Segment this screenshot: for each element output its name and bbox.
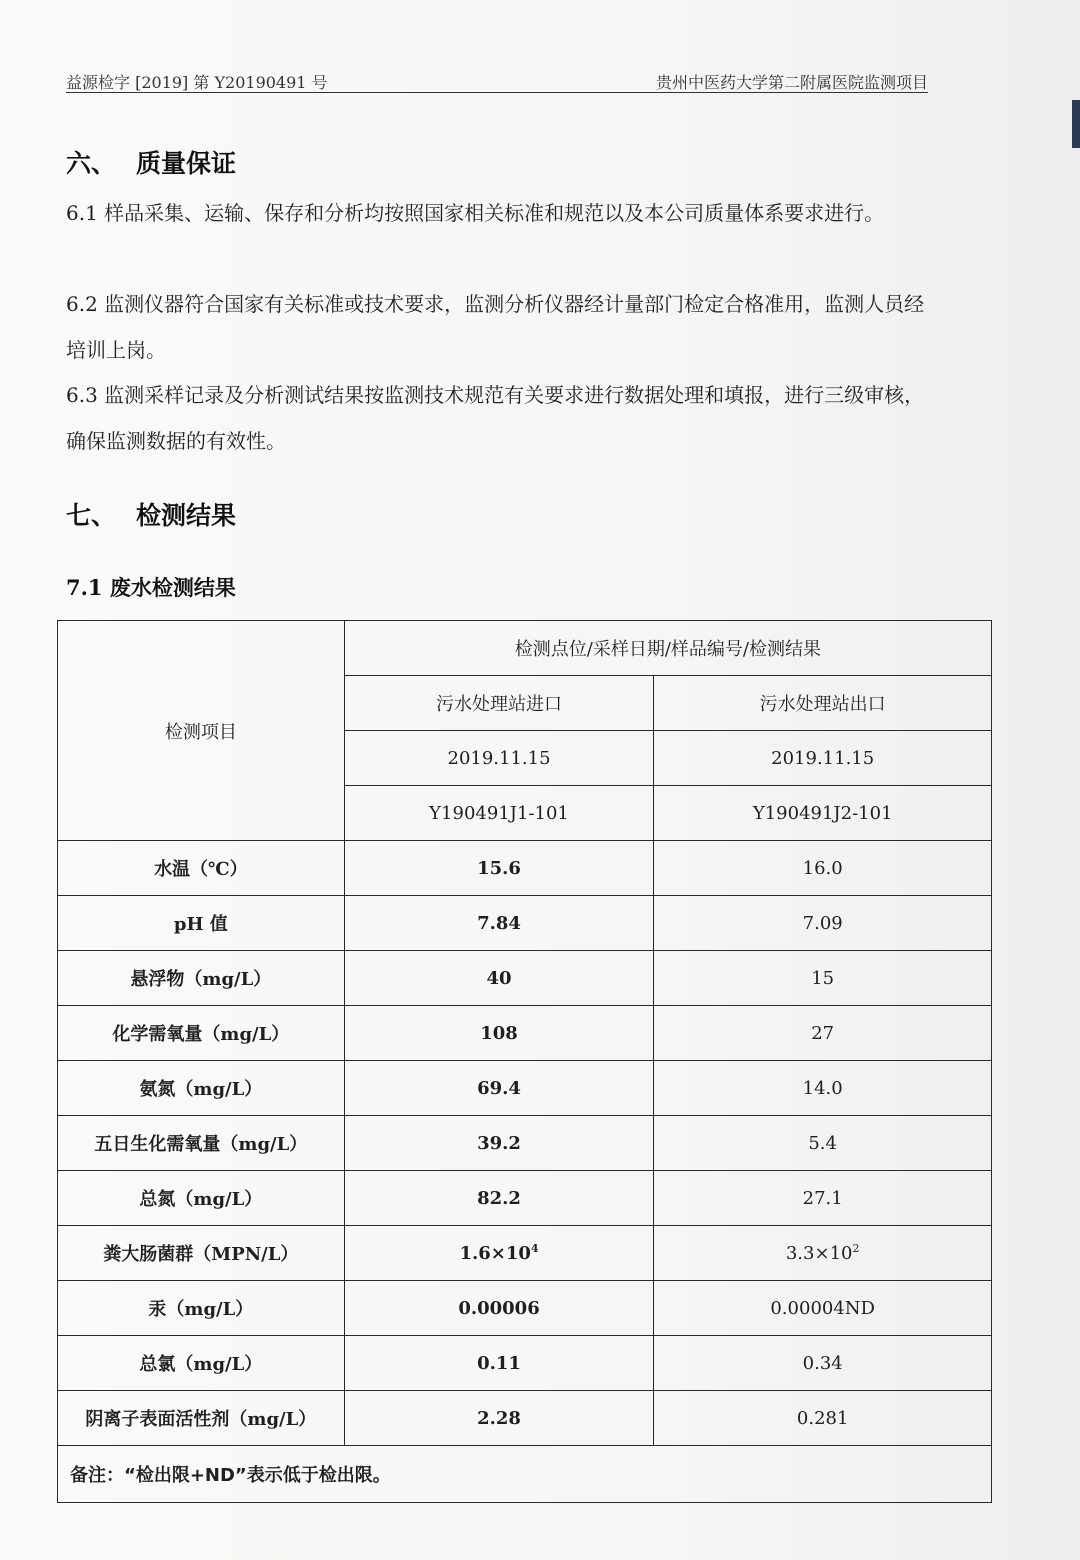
- binder-edge-tab: [1072, 100, 1080, 148]
- outlet-value-text: 27: [811, 1022, 835, 1044]
- section-6-number: 六、: [66, 149, 117, 178]
- inlet-value-text: 40: [486, 967, 512, 989]
- outlet-value: [654, 1006, 992, 1061]
- parameter-name: 悬浮物（mg/L）: [58, 951, 345, 1006]
- inlet-value-text: 15.6: [477, 857, 521, 879]
- inlet-value-text: 0.11: [477, 1352, 521, 1374]
- inlet-value-text: 2.28: [477, 1407, 521, 1429]
- inlet-value: [344, 1171, 654, 1226]
- inlet-value-text: 7.84: [477, 912, 521, 934]
- table-note: 备注：“检出限+ND”表示低于检出限。: [58, 1446, 992, 1503]
- note-row: [58, 1446, 992, 1503]
- parameter-name: 总氯（mg/L）: [58, 1336, 345, 1391]
- inlet-exponent: 4: [530, 1241, 539, 1255]
- inlet-value: [344, 1116, 654, 1171]
- outlet-sample-id: Y190491J2-101: [654, 786, 992, 841]
- paragraph-6-1: 6.1 样品采集、运输、保存和分析均按照国家相关标准和规范以及本公司质量体系要求进行。: [66, 201, 885, 225]
- outlet-value: [654, 951, 992, 1006]
- outlet-value: [654, 896, 992, 951]
- outlet-value: [654, 1336, 992, 1391]
- table-row: [58, 841, 992, 896]
- outlet-value: [654, 1116, 992, 1171]
- table-row: [58, 1226, 992, 1281]
- outlet-date: 2019.11.15: [654, 731, 992, 786]
- inlet-site: 污水处理站进口: [344, 676, 654, 731]
- table-header-row: [58, 621, 992, 676]
- table-row: [58, 1171, 992, 1226]
- paragraph-6-3: 6.3 监测采样记录及分析测试结果按监测技术规范有关要求进行数据处理和填报，进行三级审核，确保监测数据的有效性。: [66, 383, 925, 453]
- inlet-date: 2019.11.15: [344, 731, 654, 786]
- parameter-name: 总氮（mg/L）: [58, 1171, 345, 1226]
- parameter-name: 氨氮（mg/L）: [58, 1061, 345, 1116]
- section-7-heading: [66, 496, 236, 532]
- section-7-number: 七、: [66, 501, 117, 530]
- outlet-value: [654, 1226, 992, 1281]
- inlet-value: [344, 1336, 654, 1391]
- table-row: [58, 1391, 992, 1446]
- parameter-name: 汞（mg/L）: [58, 1281, 345, 1336]
- outlet-value: [654, 1281, 992, 1336]
- paragraph-6-2: 6.2 监测仪器符合国家有关标准或技术要求，监测分析仪器经计量部门检定合格准用，监测人员经培训上岗。: [66, 292, 925, 362]
- outlet-value-text: 27.1: [802, 1187, 843, 1209]
- outlet-exponent: 2: [852, 1241, 860, 1255]
- inlet-value: [344, 896, 654, 951]
- inlet-value: [344, 841, 654, 896]
- inlet-value: [344, 951, 654, 1006]
- table-row: [58, 1116, 992, 1171]
- section-6-title: 质量保证: [136, 149, 237, 178]
- inlet-value-text: 82.2: [477, 1187, 521, 1209]
- inlet-value-text: 69.4: [477, 1077, 521, 1099]
- outlet-site: 污水处理站出口: [654, 676, 992, 731]
- inlet-value: [344, 1006, 654, 1061]
- outlet-value: [654, 1391, 992, 1446]
- inlet-value-text: 108: [480, 1022, 518, 1044]
- section-6-heading: [66, 144, 236, 180]
- section-7-1-title: 7.1 废水检测结果: [66, 575, 236, 600]
- inlet-value-text: 0.00006: [458, 1297, 540, 1319]
- table-row: [58, 951, 992, 1006]
- inlet-value: [344, 1281, 654, 1336]
- running-header: [66, 68, 928, 93]
- parameter-name: 水温（℃）: [58, 841, 345, 896]
- parameter-name: 化学需氧量（mg/L）: [58, 1006, 345, 1061]
- table-row: [58, 896, 992, 951]
- report-number: 益源检字 [2019] 第 Y20190491 号: [66, 73, 328, 92]
- inlet-value: [344, 1226, 654, 1281]
- project-name: 贵州中医药大学第二附属医院监测项目: [655, 73, 928, 92]
- outlet-value: [654, 841, 992, 896]
- parameter-name: pH 值: [58, 896, 345, 951]
- outlet-value-text: 0.281: [796, 1407, 849, 1429]
- outlet-value: [654, 1171, 992, 1226]
- table-row: [58, 1336, 992, 1391]
- item-column-header: 检测项目: [58, 621, 345, 841]
- inlet-value-text: 39.2: [477, 1132, 521, 1154]
- section-7-title: 检测结果: [136, 501, 237, 530]
- wastewater-results-table: [57, 620, 992, 1503]
- outlet-value-text: 16.0: [802, 857, 843, 879]
- parameter-name: 粪大肠菌群（MPN/L）: [58, 1226, 345, 1281]
- outlet-value-text: 7.09: [802, 912, 843, 934]
- outlet-value-text: 5.4: [808, 1132, 837, 1154]
- parameter-name: 五日生化需氧量（mg/L）: [58, 1116, 345, 1171]
- table-row: [58, 1006, 992, 1061]
- inlet-value: [344, 1061, 654, 1116]
- inlet-sample-id: Y190491J1-101: [344, 786, 654, 841]
- inlet-value-text: 1.6×10: [459, 1242, 531, 1264]
- inlet-value: [344, 1391, 654, 1446]
- outlet-value-text: 0.00004ND: [770, 1297, 875, 1319]
- table-row: [58, 1061, 992, 1116]
- group-header: 检测点位/采样日期/样品编号/检测结果: [344, 621, 991, 676]
- table-row: [58, 1281, 992, 1336]
- outlet-value-text: 15: [811, 967, 835, 989]
- parameter-name: 阴离子表面活性剂（mg/L）: [58, 1391, 345, 1446]
- outlet-value: [654, 1061, 992, 1116]
- outlet-value-text: 3.3×10: [785, 1242, 853, 1264]
- outlet-value-text: 0.34: [802, 1352, 843, 1374]
- outlet-value-text: 14.0: [802, 1077, 843, 1099]
